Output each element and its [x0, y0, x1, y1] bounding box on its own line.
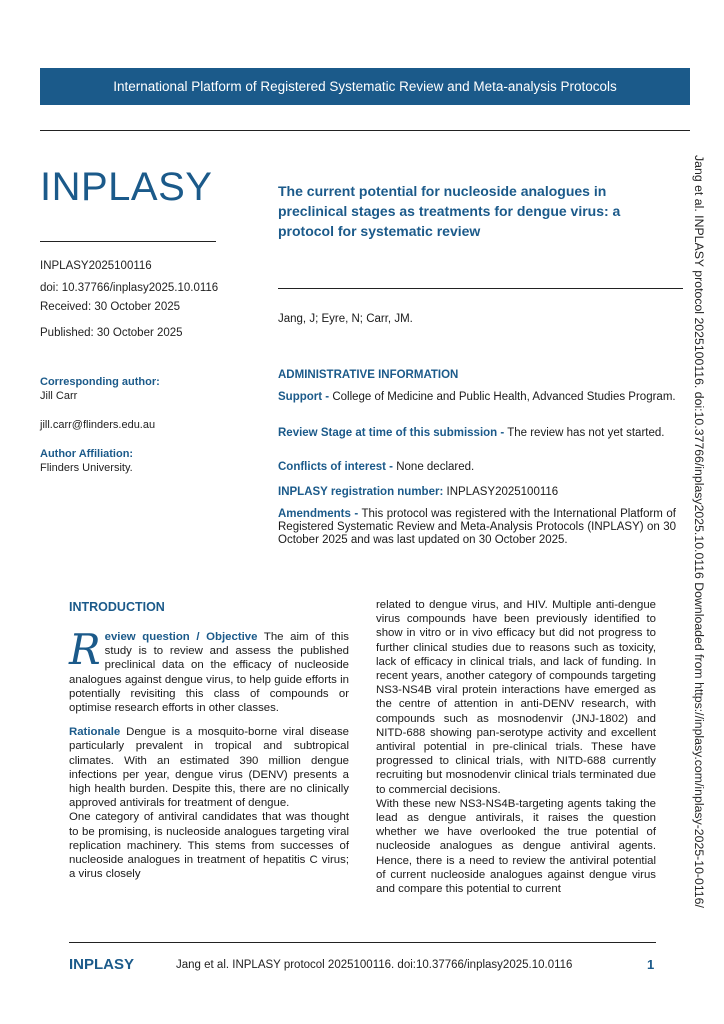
- admin-amendments: [278, 508, 676, 547]
- logo-rule: [40, 241, 216, 242]
- admin-registration: [278, 486, 676, 499]
- rationale-text: Dengue is a mosquito-borne viral disease particularly prevalent in tropical and subtropical climates. With an estimated 390 million dengue infections per year, dengue virus (DENV) presents a high health burden. Despite this, there are no clinically approved antivirals for treatment of dengue.: [69, 726, 349, 810]
- introduction-heading: INTRODUCTION: [69, 600, 165, 614]
- title-rule: [278, 288, 683, 289]
- author-affiliation-value: Flinders University.: [40, 462, 133, 474]
- authors: Jang, J; Eyre, N; Carr, JM.: [278, 313, 413, 325]
- footer-citation: Jang et al. INPLASY protocol 2025100116. doi:10.37766/inplasy2025.10.0116: [176, 959, 573, 971]
- side-citation-text[interactable]: Jang et al. INPLASY protocol 2025100116. doi:10.37766/inplasy2025.10.0116 Downloaded from https://inplasy.com/inplasy-2025-10-0116/: [692, 155, 706, 908]
- received-date: Received: 30 October 2025: [40, 301, 181, 313]
- amendments-label: Amendments -: [278, 508, 359, 520]
- admin-support: [278, 391, 676, 404]
- review-question-label: eview question / Objective: [104, 631, 258, 643]
- protocol-id: INPLASY2025100116: [40, 260, 152, 272]
- dropcap: R: [69, 625, 101, 674]
- footer-rule: [69, 942, 656, 943]
- rationale-paragraph: [69, 725, 349, 810]
- top-rule: [40, 130, 690, 131]
- column-2-paragraph-2: With these new NS3-NS4B-targeting agents taking the lead as dengue antivirals, it raises the question whether we have overlooked the true potential of nucleoside analogues as dengue antiviral agents. Hence, there is a need to review the antiviral potential of current nucleoside analogues against dengue virus and compare this potential to current: [376, 797, 656, 896]
- conflicts-label: Conflicts of interest -: [278, 461, 394, 473]
- stage-value: The review has not yet started.: [507, 427, 665, 439]
- column-2-paragraph-1: related to dengue virus, and HIV. Multiple anti-dengue virus compounds have been previously identified to show in vitro or in vivo efficacy but did not progress to further clinical studies due to reasons such as toxicity, lack of efficacy in clinical trials, and lack of funding. In recent years, another category of compounds targeting NS3-NS4B viral protein interactions have emerged as the centre of attention in anti-DENV research, with compounds such as mosnodenvir (JNJ-1802) and NITD-688 showing pan-serotype activity and excellent antiviral potential in pre-clinical trials. These have progressed to clinical trials, with NITD-688 currently recruiting but mosnodenvir clinical trials terminated due to commercial decisions.: [376, 599, 656, 796]
- corresponding-author-name: Jill Carr: [40, 390, 78, 402]
- review-question-text: The aim of this study is to review and assess the published preclinical data on the efficacy of nucleoside analogues against dengue virus, to help guide efforts in potentially revisiting this class of compounds or optimise research efforts in other classes.: [69, 631, 349, 715]
- journal-banner: International Platform of Registered Systematic Review and Meta-analysis Protocols: [40, 68, 690, 105]
- author-affiliation-label: Author Affiliation:: [40, 448, 134, 460]
- page-number: 1: [647, 957, 655, 972]
- support-value: College of Medicine and Public Health, Advanced Studies Program.: [332, 391, 676, 403]
- support-label: Support -: [278, 391, 330, 403]
- intro-paragraph-2: One category of antiviral candidates that was thought to be promising, is nucleoside analogues targeting viral replication machinery. This stems from successes of nucleoside analogues in treatment of hepatitis C virus; a virus closely: [69, 811, 349, 881]
- admin-stage: [278, 427, 676, 440]
- rationale-label: Rationale: [69, 726, 121, 739]
- review-question-paragraph: [69, 625, 349, 715]
- intro-column-2: [376, 598, 656, 896]
- corresponding-author-email[interactable]: jill.carr@flinders.edu.au: [40, 419, 156, 431]
- admin-heading: ADMINISTRATIVE INFORMATION: [278, 369, 459, 381]
- inplasy-logo: INPLASY: [40, 165, 213, 209]
- intro-column-1: [69, 625, 349, 881]
- registration-label: INPLASY registration number:: [278, 486, 444, 498]
- article-title: The current potential for nucleoside analogues in preclinical stages as treatments for dengue virus: a protocol for systematic review: [278, 183, 621, 239]
- published-date: Published: 30 October 2025: [40, 327, 183, 339]
- side-citation[interactable]: [692, 130, 720, 990]
- conflicts-value: None declared.: [396, 461, 475, 473]
- admin-conflicts: [278, 461, 676, 474]
- corresponding-author-label: Corresponding author:: [40, 376, 160, 388]
- amendments-value: This protocol was registered with the International Platform of Registered Systematic Review and Meta-Analysis Protocols (INPLASY) on 30 October 2025 and was last updated on 30 October 2025.: [278, 508, 676, 546]
- footer-logo: INPLASY: [69, 956, 135, 973]
- registration-value: INPLASY2025100116: [446, 486, 559, 498]
- stage-label: Review Stage at time of this submission -: [278, 427, 505, 439]
- doi[interactable]: doi: 10.37766/inplasy2025.10.0116: [40, 282, 219, 294]
